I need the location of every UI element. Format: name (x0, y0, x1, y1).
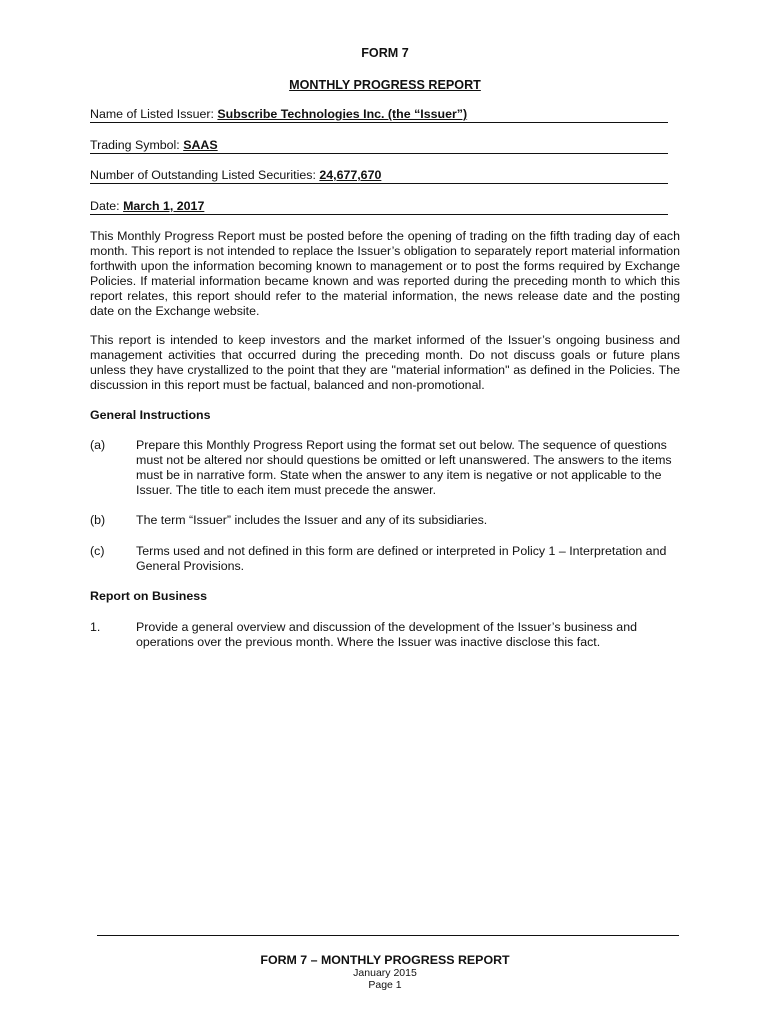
instruction-item (90, 513, 680, 529)
issuer-name-value: Subscribe Technologies Inc. (the “Issuer”) (217, 107, 468, 121)
instruction-label: (c) (90, 544, 105, 558)
instruction-text: Prepare this Monthly Progress Report using the format set out below. The sequence of questions must not be altered nor should questions be omitted or left unanswered. The answers to the items must be in narrative form. State when the answer to any item is negative or not applicable to the Issuer. The title to each item must precede the answer. (136, 438, 672, 497)
instruction-label: (b) (90, 513, 106, 527)
outstanding-securities-label: Number of Outstanding Listed Securities: (90, 168, 320, 182)
report-on-business-heading: Report on Business (90, 589, 208, 603)
footer-page-number: Page 1 (368, 979, 402, 991)
trading-symbol-label: Trading Symbol: (90, 138, 184, 152)
form-number: FORM 7 (361, 46, 409, 60)
intro-paragraph-2: This report is intended to keep investors and the market informed of the Issuer’s ongoing business and management activities that occurred during the preceding month. Do not discuss goals or future plans unless they have crystallized to the point that they are "material information" as defined in the Policies. The discussion in this report must be factual, balanced and non-promotional. (90, 333, 680, 392)
business-item (90, 620, 680, 652)
outstanding-securities-value: 24,677,670 (319, 168, 382, 182)
footer-date: January 2015 (353, 967, 417, 979)
date-label: Date: (90, 199, 124, 213)
footer-divider (97, 935, 679, 936)
business-item-label: 1. (90, 620, 101, 634)
trading-symbol-field (90, 137, 668, 154)
trading-symbol-value: SAAS (183, 138, 218, 152)
date-field (90, 198, 668, 215)
general-instructions-heading: General Instructions (90, 408, 211, 422)
instruction-label: (a) (90, 438, 106, 452)
outstanding-securities-field (90, 167, 668, 184)
report-title: MONTHLY PROGRESS REPORT (289, 78, 481, 92)
issuer-name-label: Name of Listed Issuer: (90, 107, 218, 121)
instruction-item (90, 438, 680, 500)
issuer-name-field (90, 106, 668, 123)
instruction-item (90, 544, 680, 576)
intro-paragraph-1: This Monthly Progress Report must be posted before the opening of trading on the fifth trading day of each month. This report is not intended to replace the Issuer’s obligation to separately report material information forthwith upon the information becoming known to management or to post the forms required by Exchange Policies. If material information became known and was reported during the preceding month to which this report relates, this report should refer to the material information, the news release date and the posting date on the Exchange website. (90, 229, 680, 318)
instruction-text: Terms used and not defined in this form are defined or interpreted in Policy 1 – Interpretation and General Provisions. (136, 544, 667, 573)
instruction-text: The term “Issuer” includes the Issuer and any of its subsidiaries. (136, 513, 488, 527)
date-value: March 1, 2017 (123, 199, 205, 213)
footer-title: FORM 7 – MONTHLY PROGRESS REPORT (260, 953, 510, 967)
business-item-text: Provide a general overview and discussion of the development of the Issuer’s business and operations over the previous month. Where the Issuer was inactive disclose this fact. (136, 620, 637, 649)
